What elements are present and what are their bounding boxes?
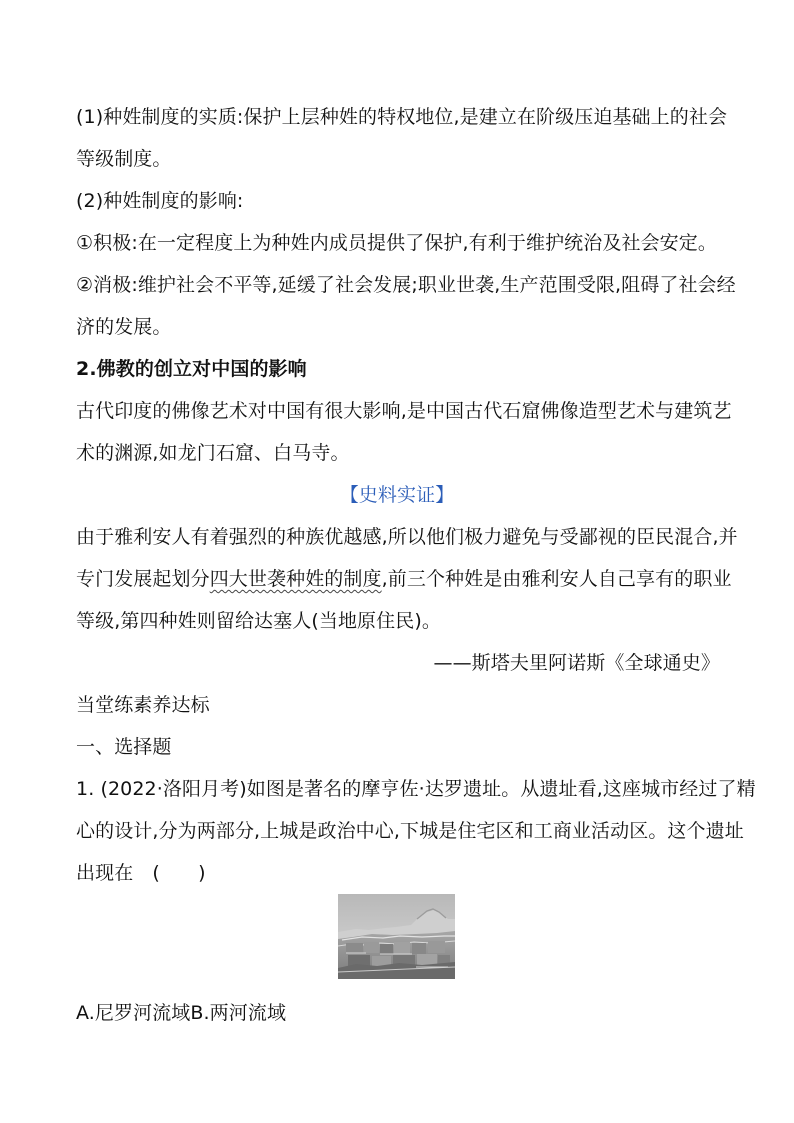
ruins-photo-illustration [338,894,455,979]
text-line-caste-essence-continued: 等级制度。 [76,148,172,170]
text-line-buddhist-art: 古代印度的佛像艺术对中国有很大影响,是中国古代石窟佛像造型艺术与建筑艺 [76,400,732,422]
practice-section-title: 当堂练素养达标 [76,694,210,716]
source-text-line-1: 由于雅利安人有着强烈的种族优越感,所以他们极力避免与受鄙视的臣民混合,并 [76,526,738,548]
underlined-caste-system-phrase: 四大世袭种姓的制度 [209,568,382,590]
text-line-buddhist-art-continued: 术的渊源,如龙门石窟、白马寺。 [76,442,350,464]
source-text-line-2-prefix: 专门发展起划分 [76,568,210,590]
text-line-negative-impact: ②消极:维护社会不平等,延缓了社会发展;职业世袭,生产范围受限,阻碍了社会经 [76,274,736,296]
question-1-line-2: 心的设计,分为两部分,上城是政治中心,下城是住宅区和工商业活动区。这个遗址 [76,820,744,842]
source-text-line-2 [76,566,732,592]
multiple-choice-section-title: 一、选择题 [76,736,172,758]
answer-options: A.尼罗河流域B.两河流域 [76,1002,287,1024]
text-line-caste-essence: (1)种姓制度的实质:保护上层种姓的特权地位,是建立在阶级压迫基础上的社会 [76,106,728,128]
source-citation: ——斯塔夫里阿诺斯《全球通史》 [433,652,720,674]
text-line-positive-impact: ①积极:在一定程度上为种姓内成员提供了保护,有利于维护统治及社会安定。 [76,232,717,254]
mohenjo-daro-ruins-photo [338,894,455,979]
question-1-line-1: 1. (2022·洛阳月考)如图是著名的摩亨佐·达罗遗址。从遗址看,这座城市经过了精 [76,778,756,800]
question-1-line-3: 出现在 ( ) [76,862,206,884]
source-text-line-3: 等级,第四种姓则留给达塞人(当地原住民)。 [76,610,441,632]
text-line-caste-impact-heading: (2)种姓制度的影响: [76,190,244,212]
section-title-historical-evidence: 【史料实证】 [339,484,455,506]
text-line-negative-impact-continued: 济的发展。 [76,316,172,338]
source-text-line-2-suffix: ,前三个种姓是由雅利安人自己享有的职业 [381,568,732,590]
section-heading-buddhism-influence: 2.佛教的创立对中国的影响 [76,358,307,380]
